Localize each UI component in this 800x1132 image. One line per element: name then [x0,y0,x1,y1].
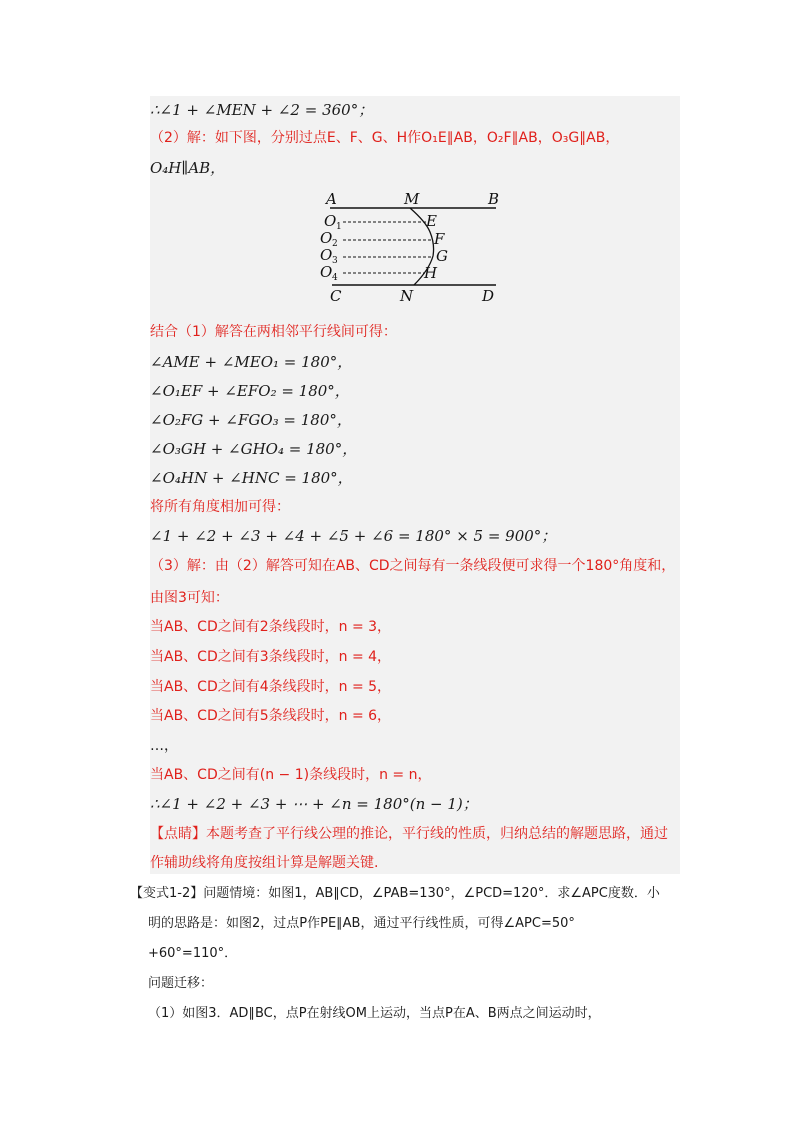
label-o1: O [324,212,337,230]
solution-line: 结合（1）解答在两相邻平行线间可得： [150,324,397,340]
solution-line: …， [150,738,178,754]
parallel-lines-figure [318,188,508,306]
solution-line: ∠O₄HN + ∠HNC = 180°， [150,469,353,487]
solution-line: 当AB、CD之间有2条线段时，n = 3， [150,619,392,635]
solution-line: 当AB、CD之间有5条线段时，n = 6， [150,708,392,724]
solution-line: ∠1 + ∠2 + ∠3 + ∠4 + ∠5 + ∠6 = 180° × 5 = 900°； [150,527,557,545]
solution-line: ∠O₁EF + ∠EFO₂ = 180°， [150,382,350,400]
solution-line: （3）解：由（2）解答可知在AB、CD之间每有一条线段便可求得一个180°角度和， [150,558,676,574]
label-f: F [434,230,445,248]
solution-line: ∠O₃GH + ∠GHO₄ = 180°， [150,440,358,458]
label-o4-sub: 4 [332,273,338,283]
label-o2: O [320,229,333,247]
label-a: A [326,190,337,208]
solution-line: 当AB、CD之间有3条线段时，n = 4， [150,649,392,665]
label-o2-sub: 2 [332,239,338,249]
solution-line: O₄H∥AB， [150,159,226,177]
problem-line: 问题迁移： [148,976,214,991]
solution-line: 由图3可知： [150,590,229,606]
label-o3-sub: 3 [332,256,338,266]
solution-line: 将所有角度相加可得： [150,499,290,515]
solution-line: ∴∠1 + ∠MEN + ∠2 = 360°； [150,101,374,119]
label-c: C [330,287,342,305]
solution-line: ∠O₂FG + ∠FGO₃ = 180°， [150,411,352,429]
label-g: G [436,247,448,265]
solution-line: （2）解：如下图，分别过点E、F、G、H作O₁E∥AB，O₂F∥AB，O₃G∥AB， [150,130,620,146]
solution-line: ∴∠1 + ∠2 + ∠3 + ⋯ + ∠n = 180°(n − 1)； [150,795,478,813]
label-d: D [482,287,495,305]
solution-line: 当AB、CD之间有(n − 1)条线段时，n = n， [150,767,432,783]
label-o3: O [320,246,333,264]
problem-line: 【变式1-2】问题情境：如图1，AB∥CD，∠PAB=130°，∠PCD=120°．求∠APC度数．小 [130,886,660,901]
solution-line: 作辅助线将角度按组计算是解题关键. [150,855,379,871]
solution-line: 当AB、CD之间有4条线段时，n = 5， [150,679,392,695]
label-o4: O [320,263,333,281]
solution-line: ∠AME + ∠MEO₁ = 180°， [150,353,353,371]
label-h: H [424,264,438,282]
label-e: E [426,212,437,230]
solution-line: 【点睛】本题考查了平行线公理的推论，平行线的性质，归纳总结的解题思路，通过 [150,826,668,842]
label-m: M [404,190,420,208]
label-n: N [400,287,414,305]
label-o1-sub: 1 [336,222,342,232]
problem-line: +60°=110°． [148,946,238,961]
problem-line: （1）如图3．AD∥BC，点P在射线OM上运动，当点P在A、B两点之间运动时， [148,1006,601,1021]
label-b: B [488,190,500,208]
problem-line: 明的思路是：如图2，过点P作PE∥AB，通过平行线性质，可得∠APC=50° [148,916,575,931]
